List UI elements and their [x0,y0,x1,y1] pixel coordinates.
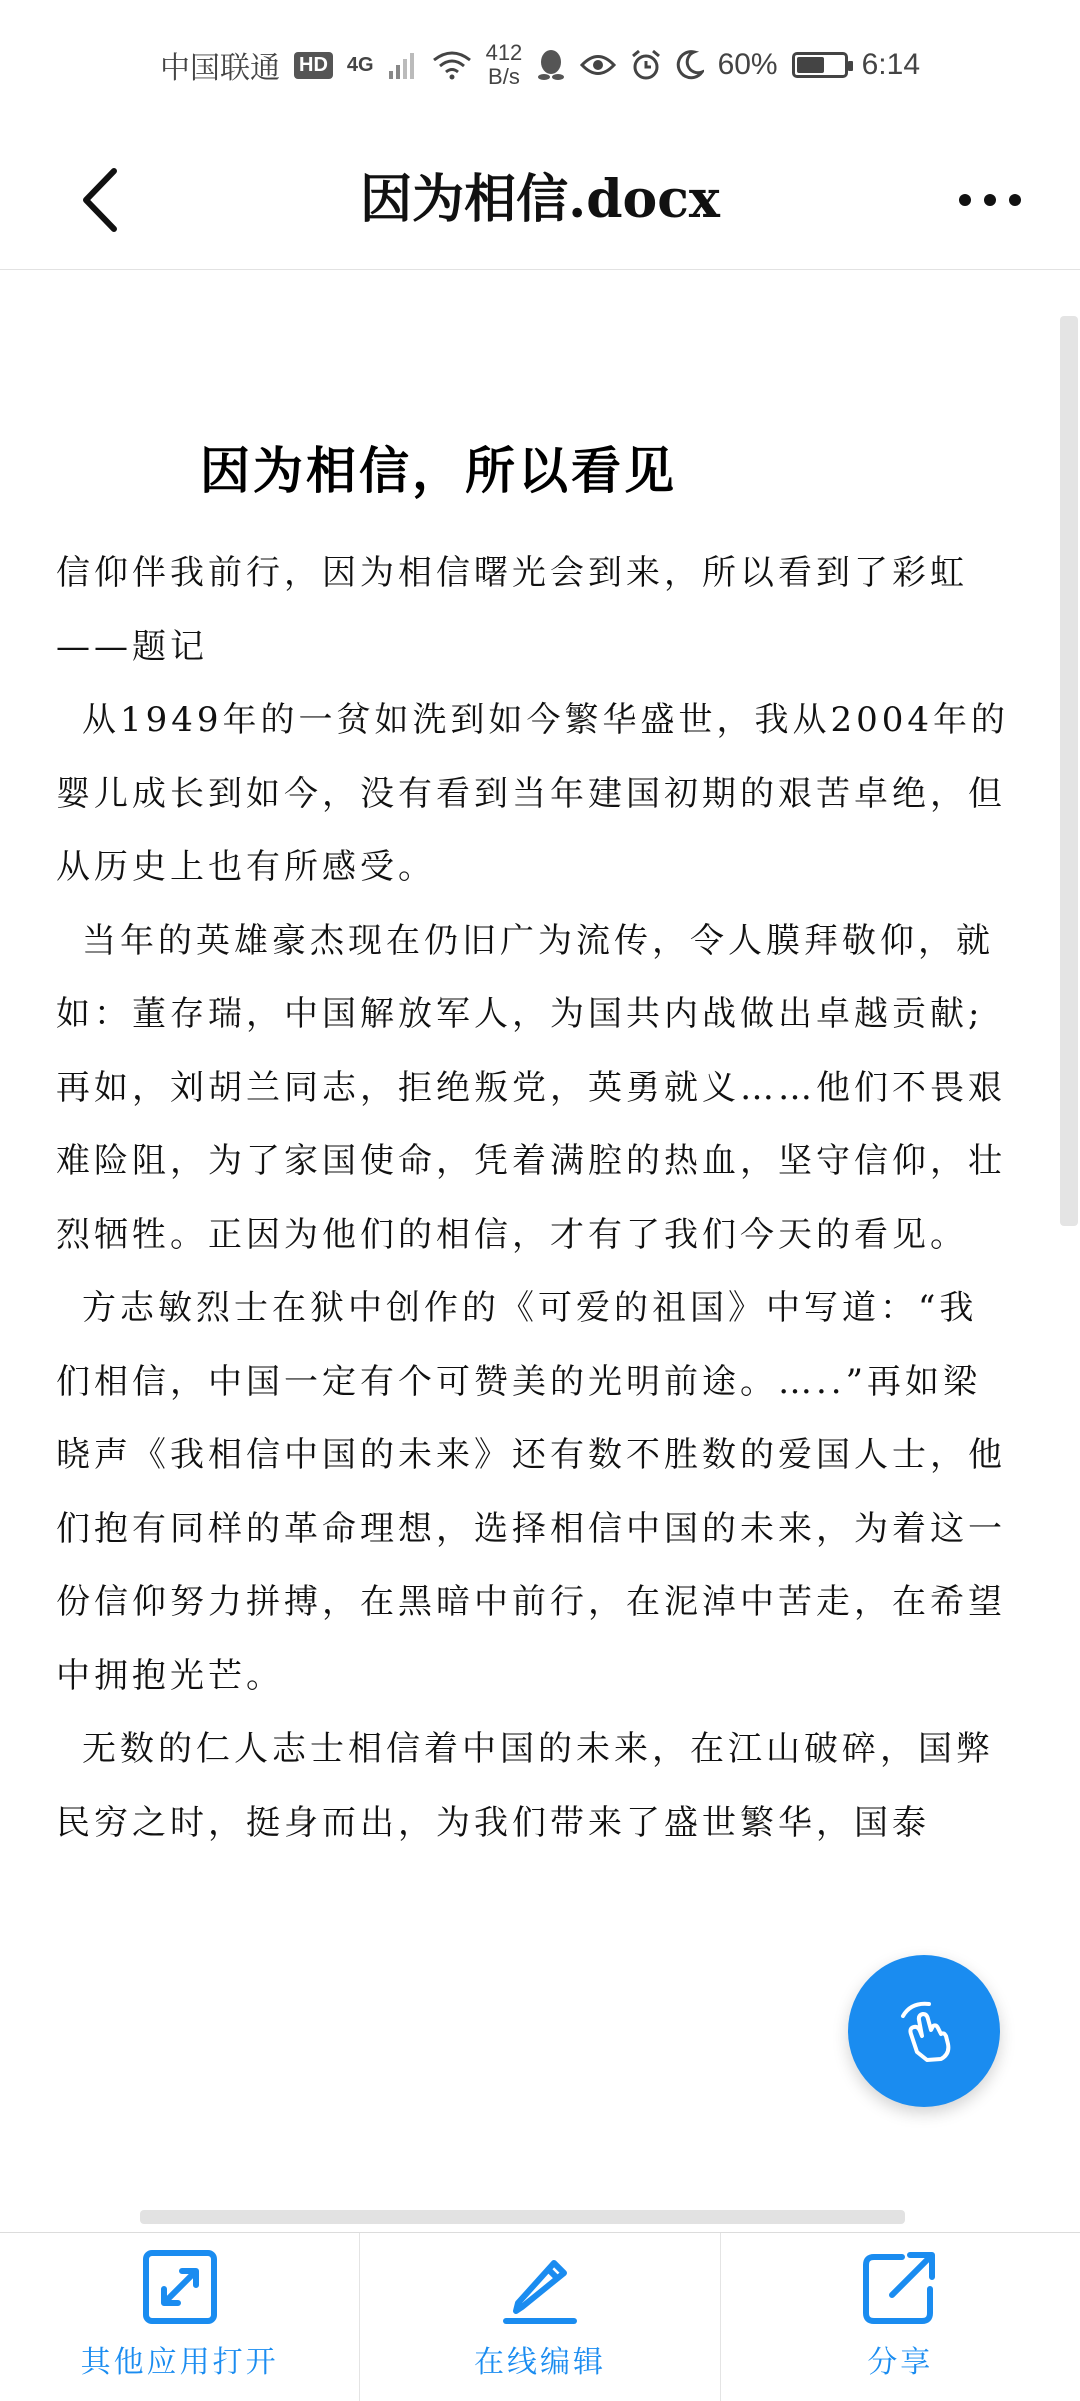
paragraph: 当年的英雄豪杰现在仍旧广为流传，令人膜拜敬仰，就如：董存瑞，中国解放军人，为国共内战做出卓越贡献;再如，刘胡兰同志，拒绝叛党，英勇就义……他们不畏艰难险阻，为了家国使命，凭着满腔的热血，坚守信仰，壮烈牺牲。正因为他们的相信，才有了我们今天的看见。 [56,920,1006,1255]
paragraph-epigraph: 信仰伴我前行，因为相信曙光会到来，所以看到了彩虹——题记 [56,553,968,667]
gesture-icon [889,1996,959,2066]
more-button[interactable] [950,160,1030,240]
document-heading: 因为相信，所以看见 [200,441,677,500]
open-other-app-button[interactable] [0,2233,360,2401]
expand-icon [142,2249,218,2325]
edit-icon [502,2249,578,2325]
clock: 6:14 [861,48,920,81]
page-title: 因为相信.docx [360,169,720,230]
qq-icon [536,48,566,82]
status-bar [0,0,1080,130]
signal-icon [388,51,418,79]
status-bar-right [580,48,920,82]
title-bar [0,130,1080,270]
speed-value: 412 [485,40,523,65]
share-label: 分享 [867,2345,934,2380]
status-bar-left [160,41,566,89]
paragraph: 无数的仁人志士相信着中国的未来，在江山破碎，国弊民穷之时，挺身而出，为我们带来了盛世繁华，国泰 [56,1729,994,1843]
paragraph: 从1949年的一贫如洗到如今繁华盛世，我从2004年的婴儿成长到如今，没有看到当年建国初期的艰苦卓绝，但从历史上也有所感受。 [56,700,1010,887]
network-speed [486,41,523,89]
gesture-mode-button[interactable] [848,1955,1000,2107]
vertical-scrollbar[interactable] [1060,316,1078,1226]
more-icon [958,193,1022,207]
battery-level [797,57,825,73]
document-body [56,537,1014,1860]
share-button[interactable] [721,2233,1080,2401]
battery-icon [792,52,848,78]
alarm-icon [630,49,662,81]
share-icon [862,2249,938,2325]
eye-icon [580,52,616,78]
battery-percent: 60% [717,48,778,81]
network-type: 4G [346,53,374,76]
moon-icon [676,50,704,80]
wifi-icon [432,50,472,80]
document-viewer[interactable] [0,271,1080,2181]
bottom-action-bar [0,2232,1080,2401]
edit-online-button[interactable] [360,2233,720,2401]
open-other-app-label: 其他应用打开 [80,2345,279,2380]
horizontal-scrollbar[interactable] [140,2210,905,2224]
paragraph: 方志敏烈士在狱中创作的《可爱的祖国》中写道：“我们相信，中国一定有个可赞美的光明前途。…..”再如梁晓声《我相信中国的未来》还有数不胜数的爱国人士，他们抱有同样的革命理想，选择相信中国的未来，为着这一份信仰努力拼搏，在黑暗中前行，在泥淖中苦走，在希望中拥抱光芒。 [56,1288,1006,1696]
edit-online-label: 在线编辑 [473,2345,606,2380]
speed-unit: B/s [488,64,520,89]
carrier-label: 中国联通 [160,52,280,85]
hd-badge: HD [294,52,333,79]
